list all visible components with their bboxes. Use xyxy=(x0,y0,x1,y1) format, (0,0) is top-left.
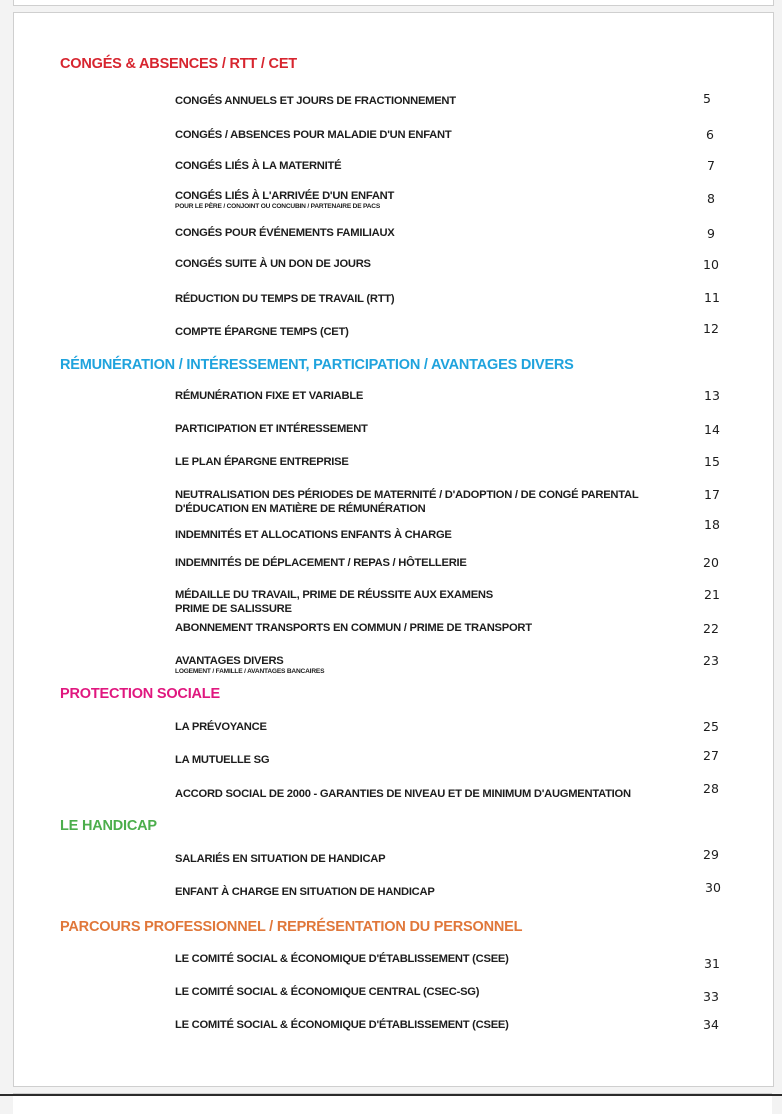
toc-entry[interactable] xyxy=(175,654,324,675)
toc-entry[interactable]: CONGÉS SUITE À UN DON DE JOURS xyxy=(175,258,371,270)
page-number[interactable]: 14 xyxy=(704,422,720,437)
section-heading-remuneration[interactable]: RÉMUNÉRATION / INTÉRESSEMENT, PARTICIPATION / AVANTAGES DIVERS xyxy=(60,357,574,373)
toc-entry-subtitle: LOGEMENT / FAMILLE / AVANTAGES BANCAIRES xyxy=(175,668,325,675)
toc-entry[interactable] xyxy=(175,588,493,616)
page-number[interactable]: 13 xyxy=(704,388,720,403)
page-number[interactable]: 12 xyxy=(703,321,719,336)
page-number[interactable]: 33 xyxy=(703,989,719,1004)
toc-entry[interactable]: ABONNEMENT TRANSPORTS EN COMMUN / PRIME DE TRANSPORT xyxy=(175,622,532,634)
section-heading-handicap[interactable]: LE HANDICAP xyxy=(60,818,157,834)
page-number[interactable]: 11 xyxy=(704,290,720,305)
section-heading-parcours[interactable]: PARCOURS PROFESSIONNEL / REPRÉSENTATION DU PERSONNEL xyxy=(60,919,523,935)
page-number[interactable]: 20 xyxy=(703,555,719,570)
toc-entry[interactable]: LE PLAN ÉPARGNE ENTREPRISE xyxy=(175,456,349,468)
toc-entry[interactable]: ACCORD SOCIAL DE 2000 - GARANTIES DE NIVEAU ET DE MINIMUM D'AUGMENTATION xyxy=(175,788,631,800)
toc-entry-label: AVANTAGES DIVERS xyxy=(175,655,284,667)
toc-entry[interactable]: LA MUTUELLE SG xyxy=(175,754,270,766)
toc-entry[interactable] xyxy=(175,189,394,210)
toc-entry[interactable]: CONGÉS POUR ÉVÉNEMENTS FAMILIAUX xyxy=(175,227,395,239)
page-number[interactable]: 30 xyxy=(705,880,721,895)
toc-entry-label: NEUTRALISATION DES PÉRIODES DE MATERNITÉ / D'ADOPTION / DE CONGÉ PARENTAL xyxy=(175,489,639,501)
page-number[interactable]: 6 xyxy=(706,127,714,142)
toc-entry-label-line2: D'ÉDUCATION EN MATIÈRE DE RÉMUNÉRATION xyxy=(175,503,426,515)
page-number[interactable]: 5 xyxy=(703,91,711,106)
toc-entry[interactable]: COMPTE ÉPARGNE TEMPS (CET) xyxy=(175,326,349,338)
toc-entry[interactable]: SALARIÉS EN SITUATION DE HANDICAP xyxy=(175,853,386,865)
toc-entry-label: MÉDAILLE DU TRAVAIL, PRIME DE RÉUSSITE AUX EXAMENS xyxy=(175,589,493,601)
toc-entry[interactable]: PARTICIPATION ET INTÉRESSEMENT xyxy=(175,423,368,435)
next-page-edge xyxy=(13,1093,772,1114)
toc-entry[interactable]: LE COMITÉ SOCIAL & ÉCONOMIQUE D'ÉTABLISSEMENT (CSEE) xyxy=(175,953,509,965)
page-number[interactable]: 22 xyxy=(703,621,719,636)
page-number[interactable]: 27 xyxy=(703,748,719,763)
toc-entry[interactable]: LE COMITÉ SOCIAL & ÉCONOMIQUE D'ÉTABLISSEMENT (CSEE) xyxy=(175,1019,509,1031)
page-number[interactable]: 8 xyxy=(707,191,715,206)
page-number[interactable]: 15 xyxy=(704,454,720,469)
toc-entry-label-line2: PRIME DE SALISSURE xyxy=(175,603,292,615)
toc-entry[interactable]: RÉDUCTION DU TEMPS DE TRAVAIL (RTT) xyxy=(175,293,395,305)
page-number[interactable]: 17 xyxy=(704,487,720,502)
toc-entry[interactable]: ENFANT À CHARGE EN SITUATION DE HANDICAP xyxy=(175,886,435,898)
page-number[interactable]: 7 xyxy=(707,158,715,173)
toc-entry[interactable]: LE COMITÉ SOCIAL & ÉCONOMIQUE CENTRAL (CSEC-SG) xyxy=(175,986,480,998)
previous-page-edge xyxy=(13,0,774,6)
toc-entry[interactable]: RÉMUNÉRATION FIXE ET VARIABLE xyxy=(175,390,364,402)
toc-entry-subtitle: POUR LE PÈRE / CONJOINT OU CONCUBIN / PARTENAIRE DE PACS xyxy=(175,203,381,210)
page-number[interactable]: 25 xyxy=(703,719,719,734)
page-number[interactable]: 28 xyxy=(703,781,719,796)
toc-entry[interactable]: CONGÉS LIÉS À LA MATERNITÉ xyxy=(175,160,342,172)
toc-entry[interactable]: CONGÉS ANNUELS ET JOURS DE FRACTIONNEMENT xyxy=(175,95,456,107)
page-number[interactable]: 21 xyxy=(704,587,720,602)
page-number[interactable]: 18 xyxy=(704,517,720,532)
page-number[interactable]: 23 xyxy=(703,653,719,668)
toc-entry[interactable] xyxy=(175,488,638,516)
toc-entry-label: CONGÉS LIÉS À L'ARRIVÉE D'UN ENFANT xyxy=(175,190,395,202)
toc-entry[interactable]: CONGÉS / ABSENCES POUR MALADIE D'UN ENFANT xyxy=(175,129,452,141)
page-number[interactable]: 29 xyxy=(703,847,719,862)
page-number[interactable]: 31 xyxy=(704,956,720,971)
page-number[interactable]: 9 xyxy=(707,226,715,241)
toc-entry[interactable]: INDEMNITÉS ET ALLOCATIONS ENFANTS À CHARGE xyxy=(175,529,452,541)
toc-entry[interactable]: INDEMNITÉS DE DÉPLACEMENT / REPAS / HÔTELLERIE xyxy=(175,557,467,569)
toc-entry[interactable]: LA PRÉVOYANCE xyxy=(175,721,267,733)
page-number[interactable]: 10 xyxy=(703,257,719,272)
page-number[interactable]: 34 xyxy=(703,1017,719,1032)
section-heading-conges[interactable]: CONGÉS & ABSENCES / RTT / CET xyxy=(60,56,297,72)
section-heading-protection-sociale[interactable]: PROTECTION SOCIALE xyxy=(60,686,220,702)
